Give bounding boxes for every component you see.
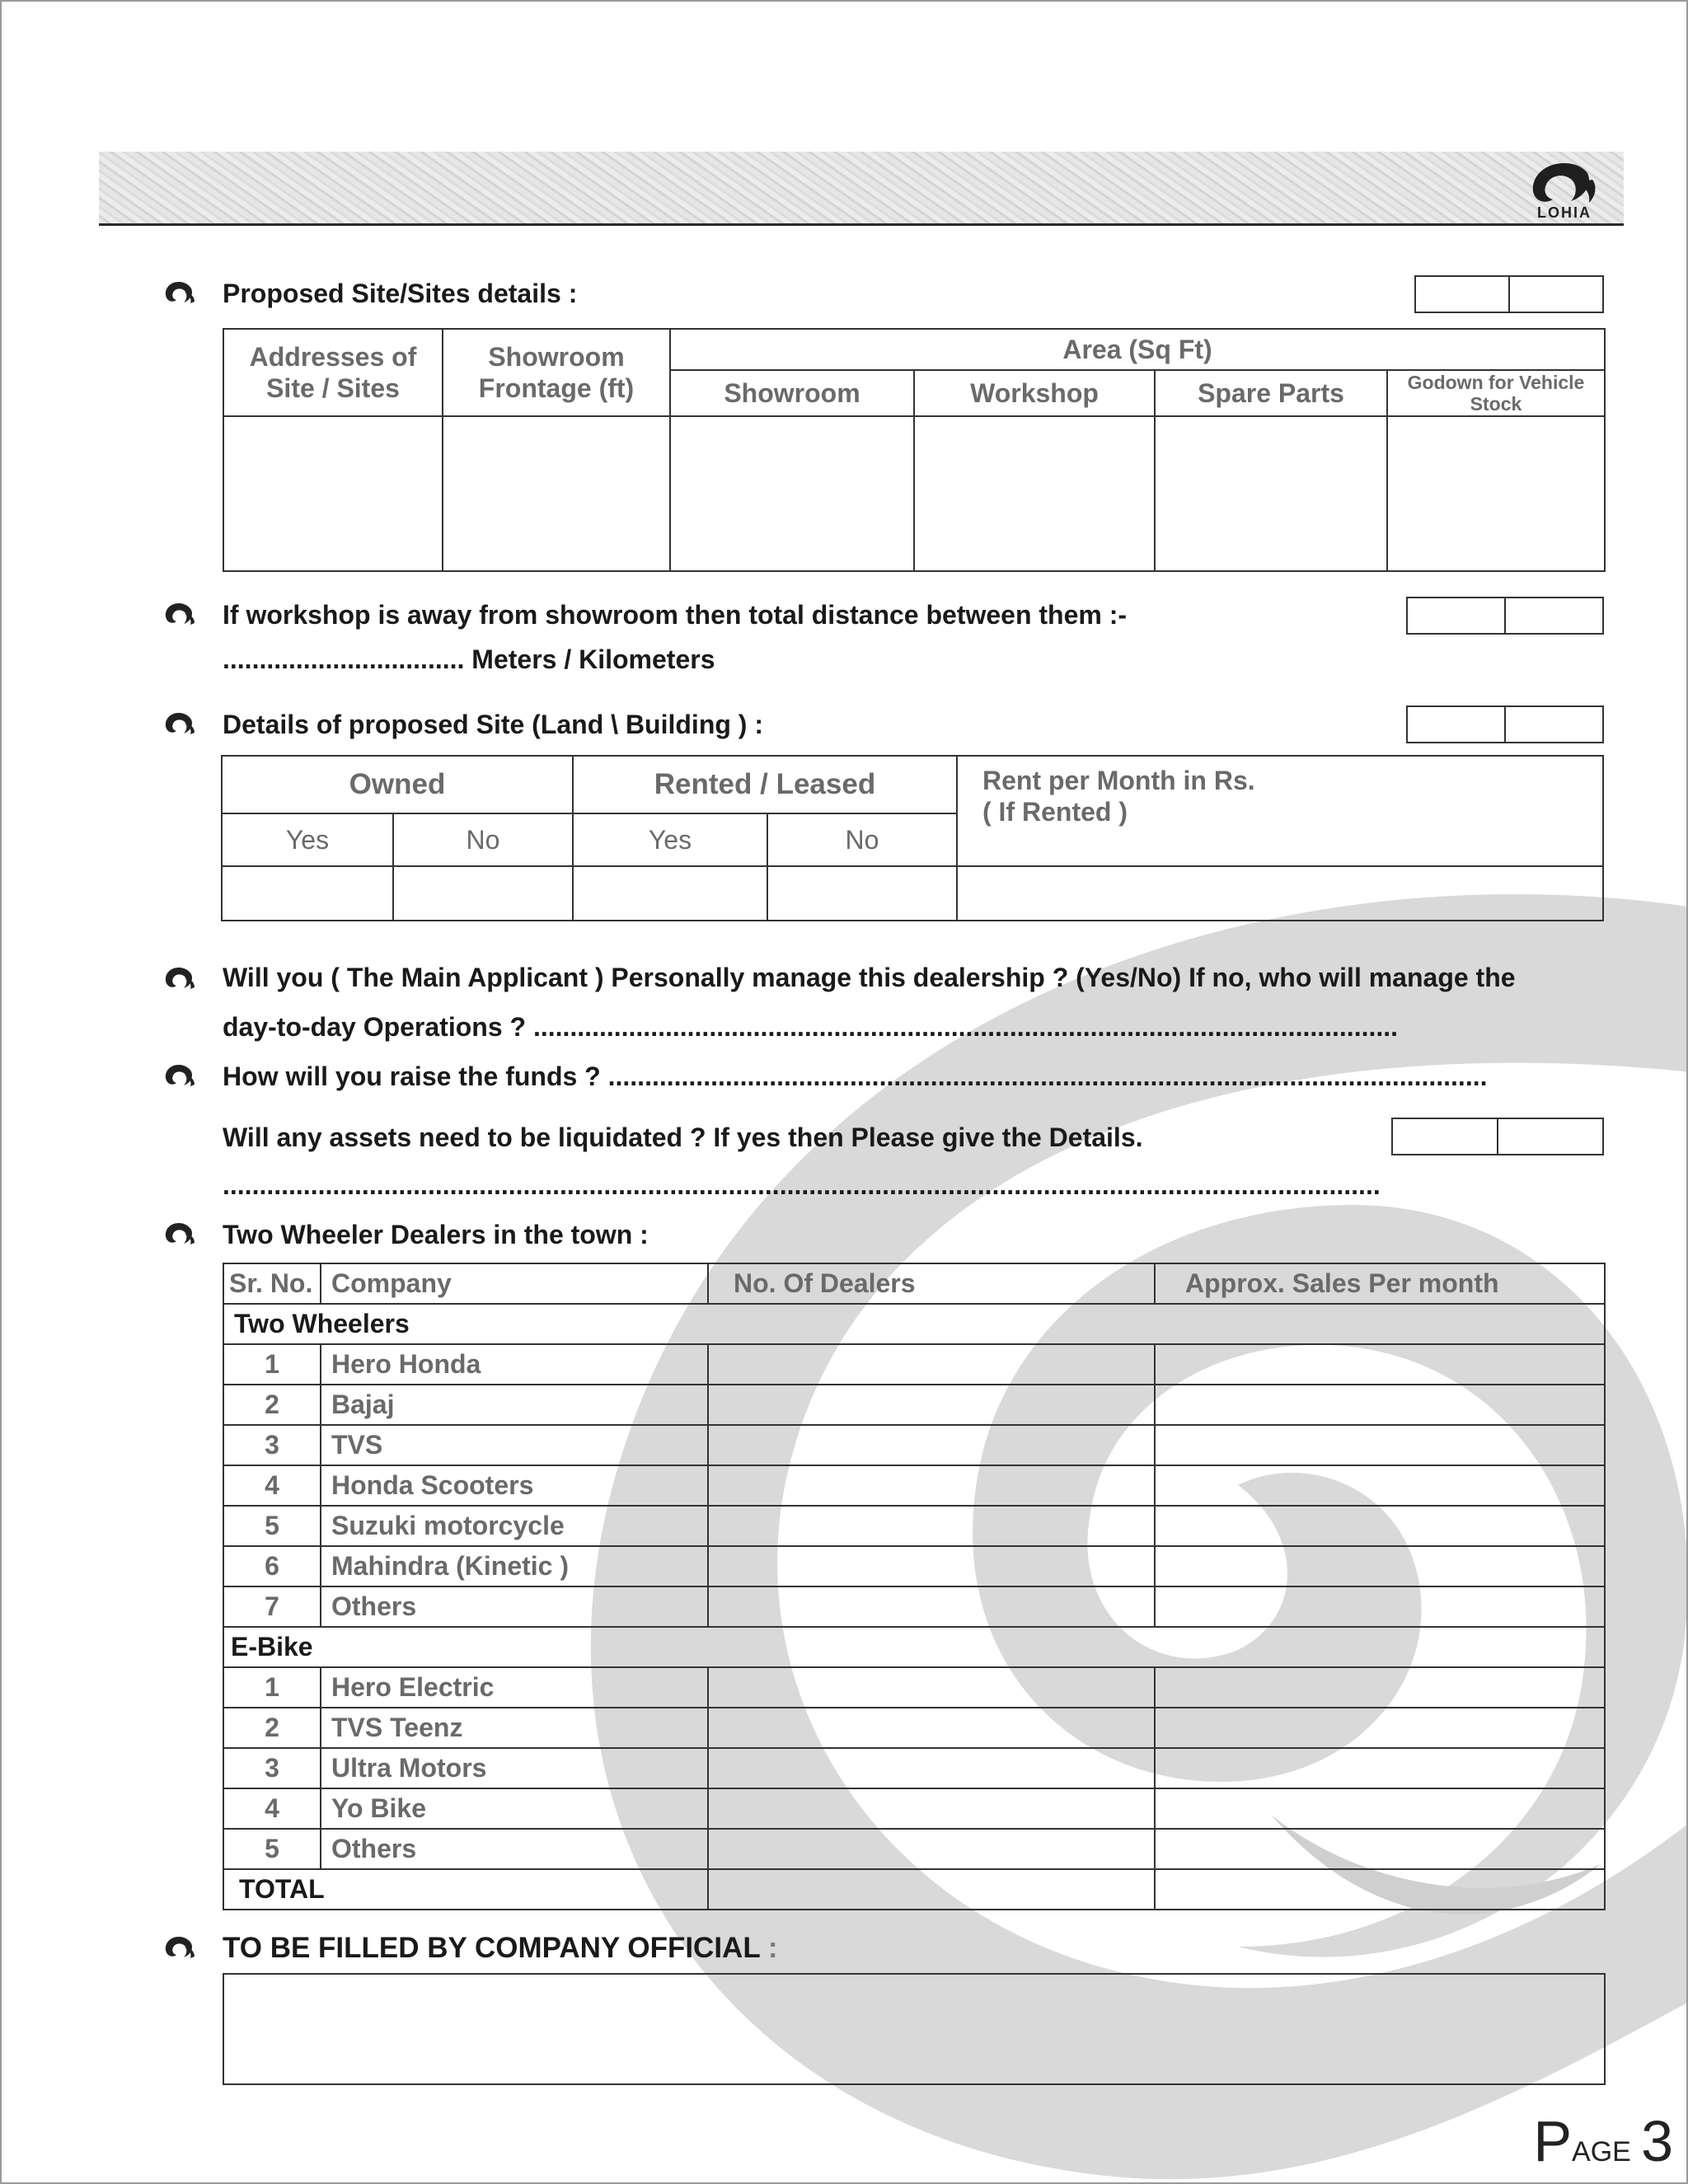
cell-no-of-dealers[interactable]: [708, 1425, 1155, 1465]
cell-rented-yes[interactable]: [573, 866, 767, 921]
row-sr-no: 6: [223, 1546, 321, 1586]
col-showroom: Showroom: [670, 370, 914, 416]
official-box[interactable]: [223, 1973, 1606, 2085]
row-company: Hero Electric: [321, 1667, 708, 1708]
col-area: Area (Sq Ft): [670, 329, 1605, 370]
cell-no-of-dealers[interactable]: [708, 1586, 1155, 1627]
cell-frontage[interactable]: [443, 416, 670, 571]
row-company: Others: [321, 1829, 708, 1869]
row-sr-no: 7: [223, 1586, 321, 1627]
official-colon: :: [760, 1932, 778, 1964]
page-p: P: [1533, 2109, 1573, 2173]
site-details-tickbox[interactable]: [1414, 275, 1604, 313]
manage-question: Will you ( The Main Applicant ) Personally manage this dealership ? (Yes/No) If no, who will manage the: [223, 963, 1516, 992]
table-row: [223, 1344, 1605, 1385]
dealers-question: Two Wheeler Dealers in the town :: [223, 1220, 649, 1249]
swirl-bullet-icon: [163, 1063, 195, 1088]
row-sr-no: 2: [223, 1385, 321, 1425]
row-sr-no: 5: [223, 1506, 321, 1546]
table-row: [223, 1506, 1605, 1546]
row-company: TVS Teenz: [321, 1708, 708, 1748]
cell-no-of-dealers[interactable]: [708, 1546, 1155, 1586]
row-company: Mahindra (Kinetic ): [321, 1546, 708, 1586]
table-row: [223, 1708, 1605, 1748]
rent-label: Rent per Month in Rs.: [982, 766, 1255, 795]
total-label: TOTAL: [223, 1869, 708, 1910]
cell-approx-sales[interactable]: [1155, 1748, 1605, 1788]
col-approx-sales: Approx. Sales Per month: [1155, 1263, 1605, 1304]
cell-approx-sales[interactable]: [1155, 1344, 1605, 1385]
table-row: [223, 1667, 1605, 1708]
cell-approx-sales[interactable]: [1155, 1829, 1605, 1869]
table-row: [223, 1748, 1605, 1788]
row-company: Honda Scooters: [321, 1465, 708, 1506]
row-sr-no: 3: [223, 1748, 321, 1788]
cell-address[interactable]: [223, 416, 443, 571]
owned-no: No: [393, 813, 573, 866]
distance-line: ................................. Meters / Kilometers: [223, 644, 715, 674]
cell-approx-sales[interactable]: [1155, 1425, 1605, 1465]
cell-no-of-dealers[interactable]: [708, 1344, 1155, 1385]
cell-rent-amount[interactable]: [957, 866, 1603, 921]
cell-approx-sales[interactable]: [1155, 1667, 1605, 1708]
cell-showroom[interactable]: [670, 416, 914, 571]
table-row: [223, 1465, 1605, 1506]
official-heading: [223, 1932, 777, 1965]
row-company: Bajaj: [321, 1385, 708, 1425]
site-type-table: [221, 755, 1604, 921]
row-company: TVS: [321, 1425, 708, 1465]
row-company: Yo Bike: [321, 1788, 708, 1829]
cell-approx-sales[interactable]: [1155, 1385, 1605, 1425]
site-details-question: Proposed Site/Sites details :: [223, 279, 578, 308]
rent-note: ( If Rented ): [982, 797, 1128, 827]
table-row: [223, 1586, 1605, 1627]
official-label: TO BE FILLED BY COMPANY OFFICIAL: [223, 1932, 761, 1964]
swirl-bullet-icon: [163, 1221, 195, 1246]
row-company: Suzuki motorcycle: [321, 1506, 708, 1546]
cell-no-of-dealers[interactable]: [708, 1829, 1155, 1869]
cell-godown[interactable]: [1387, 416, 1605, 571]
table-row: [223, 1829, 1605, 1869]
swirl-bullet-icon: [163, 711, 195, 736]
cell-approx-sales[interactable]: [1155, 1546, 1605, 1586]
site-details-table: [223, 328, 1606, 572]
col-workshop: Workshop: [914, 370, 1155, 416]
table-row: [223, 1546, 1605, 1586]
rent-header: [957, 756, 1603, 866]
distance-tickbox[interactable]: [1406, 597, 1604, 635]
cell-approx-sales[interactable]: [1155, 1708, 1605, 1748]
swirl-bullet-icon: [163, 1935, 195, 1960]
row-sr-no: 1: [223, 1344, 321, 1385]
assets-line: ..............................................................................................................................................................: [223, 1170, 1381, 1200]
group-e-bike: E-Bike: [223, 1627, 1605, 1667]
funds-question: How will you raise the funds ? ........................................................................................................................: [223, 1062, 1488, 1091]
cell-spare-parts[interactable]: [1155, 416, 1387, 571]
table-row: [223, 1788, 1605, 1829]
page-age: AGE: [1572, 2136, 1631, 2168]
row-company: Others: [321, 1586, 708, 1627]
cell-approx-sales[interactable]: [1155, 1788, 1605, 1829]
cell-approx-sales[interactable]: [1155, 1586, 1605, 1627]
rented-yes: Yes: [573, 813, 767, 866]
table-row: [223, 1385, 1605, 1425]
row-sr-no: 4: [223, 1465, 321, 1506]
rented-no: No: [767, 813, 957, 866]
swirl-bullet-icon: [163, 966, 195, 991]
col-sr-no: Sr. No.: [223, 1263, 321, 1304]
cell-rented-no[interactable]: [767, 866, 957, 921]
page-num: 3: [1641, 2109, 1673, 2173]
col-spare-parts: Spare Parts: [1155, 370, 1387, 416]
cell-approx-sales[interactable]: [1155, 1465, 1605, 1506]
distance-question: If workshop is away from showroom then total distance between them :-: [223, 600, 1128, 630]
cell-no-of-dealers[interactable]: [708, 1506, 1155, 1546]
cell-owned-no[interactable]: [393, 866, 573, 921]
row-sr-no: 3: [223, 1425, 321, 1465]
cell-no-of-dealers[interactable]: [708, 1667, 1155, 1708]
owned-yes: Yes: [222, 813, 393, 866]
group-two-wheelers: Two Wheelers: [223, 1304, 1605, 1344]
cell-no-of-dealers[interactable]: [708, 1465, 1155, 1506]
logo-text: LOHIA: [1537, 204, 1592, 221]
site-type-tickbox[interactable]: [1406, 705, 1604, 743]
table-row: [223, 1425, 1605, 1465]
row-company: Ultra Motors: [321, 1748, 708, 1788]
cell-total-dealers[interactable]: [708, 1869, 1155, 1910]
cell-approx-sales[interactable]: [1155, 1506, 1605, 1546]
row-sr-no: 2: [223, 1708, 321, 1748]
site-type-question: Details of proposed Site (Land \ Building ) :: [223, 710, 763, 739]
row-company: Hero Honda: [321, 1344, 708, 1385]
swirl-bullet-icon: [163, 280, 195, 305]
cell-no-of-dealers[interactable]: [708, 1748, 1155, 1788]
rented-header: Rented / Leased: [573, 756, 957, 813]
manage-line: day-to-day Operations ? ......................................................................................................................: [223, 1012, 1399, 1042]
page-number: [1533, 2108, 1673, 2174]
cell-owned-yes[interactable]: [222, 866, 393, 921]
cell-no-of-dealers[interactable]: [708, 1788, 1155, 1829]
col-frontage: Showroom Frontage (ft): [443, 329, 670, 416]
cell-no-of-dealers[interactable]: [708, 1385, 1155, 1425]
cell-no-of-dealers[interactable]: [708, 1708, 1155, 1748]
col-no-of-dealers: No. Of Dealers: [708, 1263, 1155, 1304]
row-sr-no: 1: [223, 1667, 321, 1708]
cell-workshop[interactable]: [914, 416, 1155, 571]
col-godown: Godown for Vehicle Stock: [1387, 370, 1605, 416]
cell-total-sales[interactable]: [1155, 1869, 1605, 1910]
col-address: Addresses of Site / Sites: [223, 329, 443, 416]
dealers-table: [223, 1263, 1606, 1910]
assets-question: Will any assets need to be liquidated ? If yes then Please give the Details.: [223, 1122, 1143, 1152]
swirl-bullet-icon: [163, 602, 195, 626]
owned-header: Owned: [222, 756, 573, 813]
col-company: Company: [321, 1263, 708, 1304]
row-sr-no: 4: [223, 1788, 321, 1829]
assets-tickbox[interactable]: [1391, 1118, 1604, 1155]
row-sr-no: 5: [223, 1829, 321, 1869]
